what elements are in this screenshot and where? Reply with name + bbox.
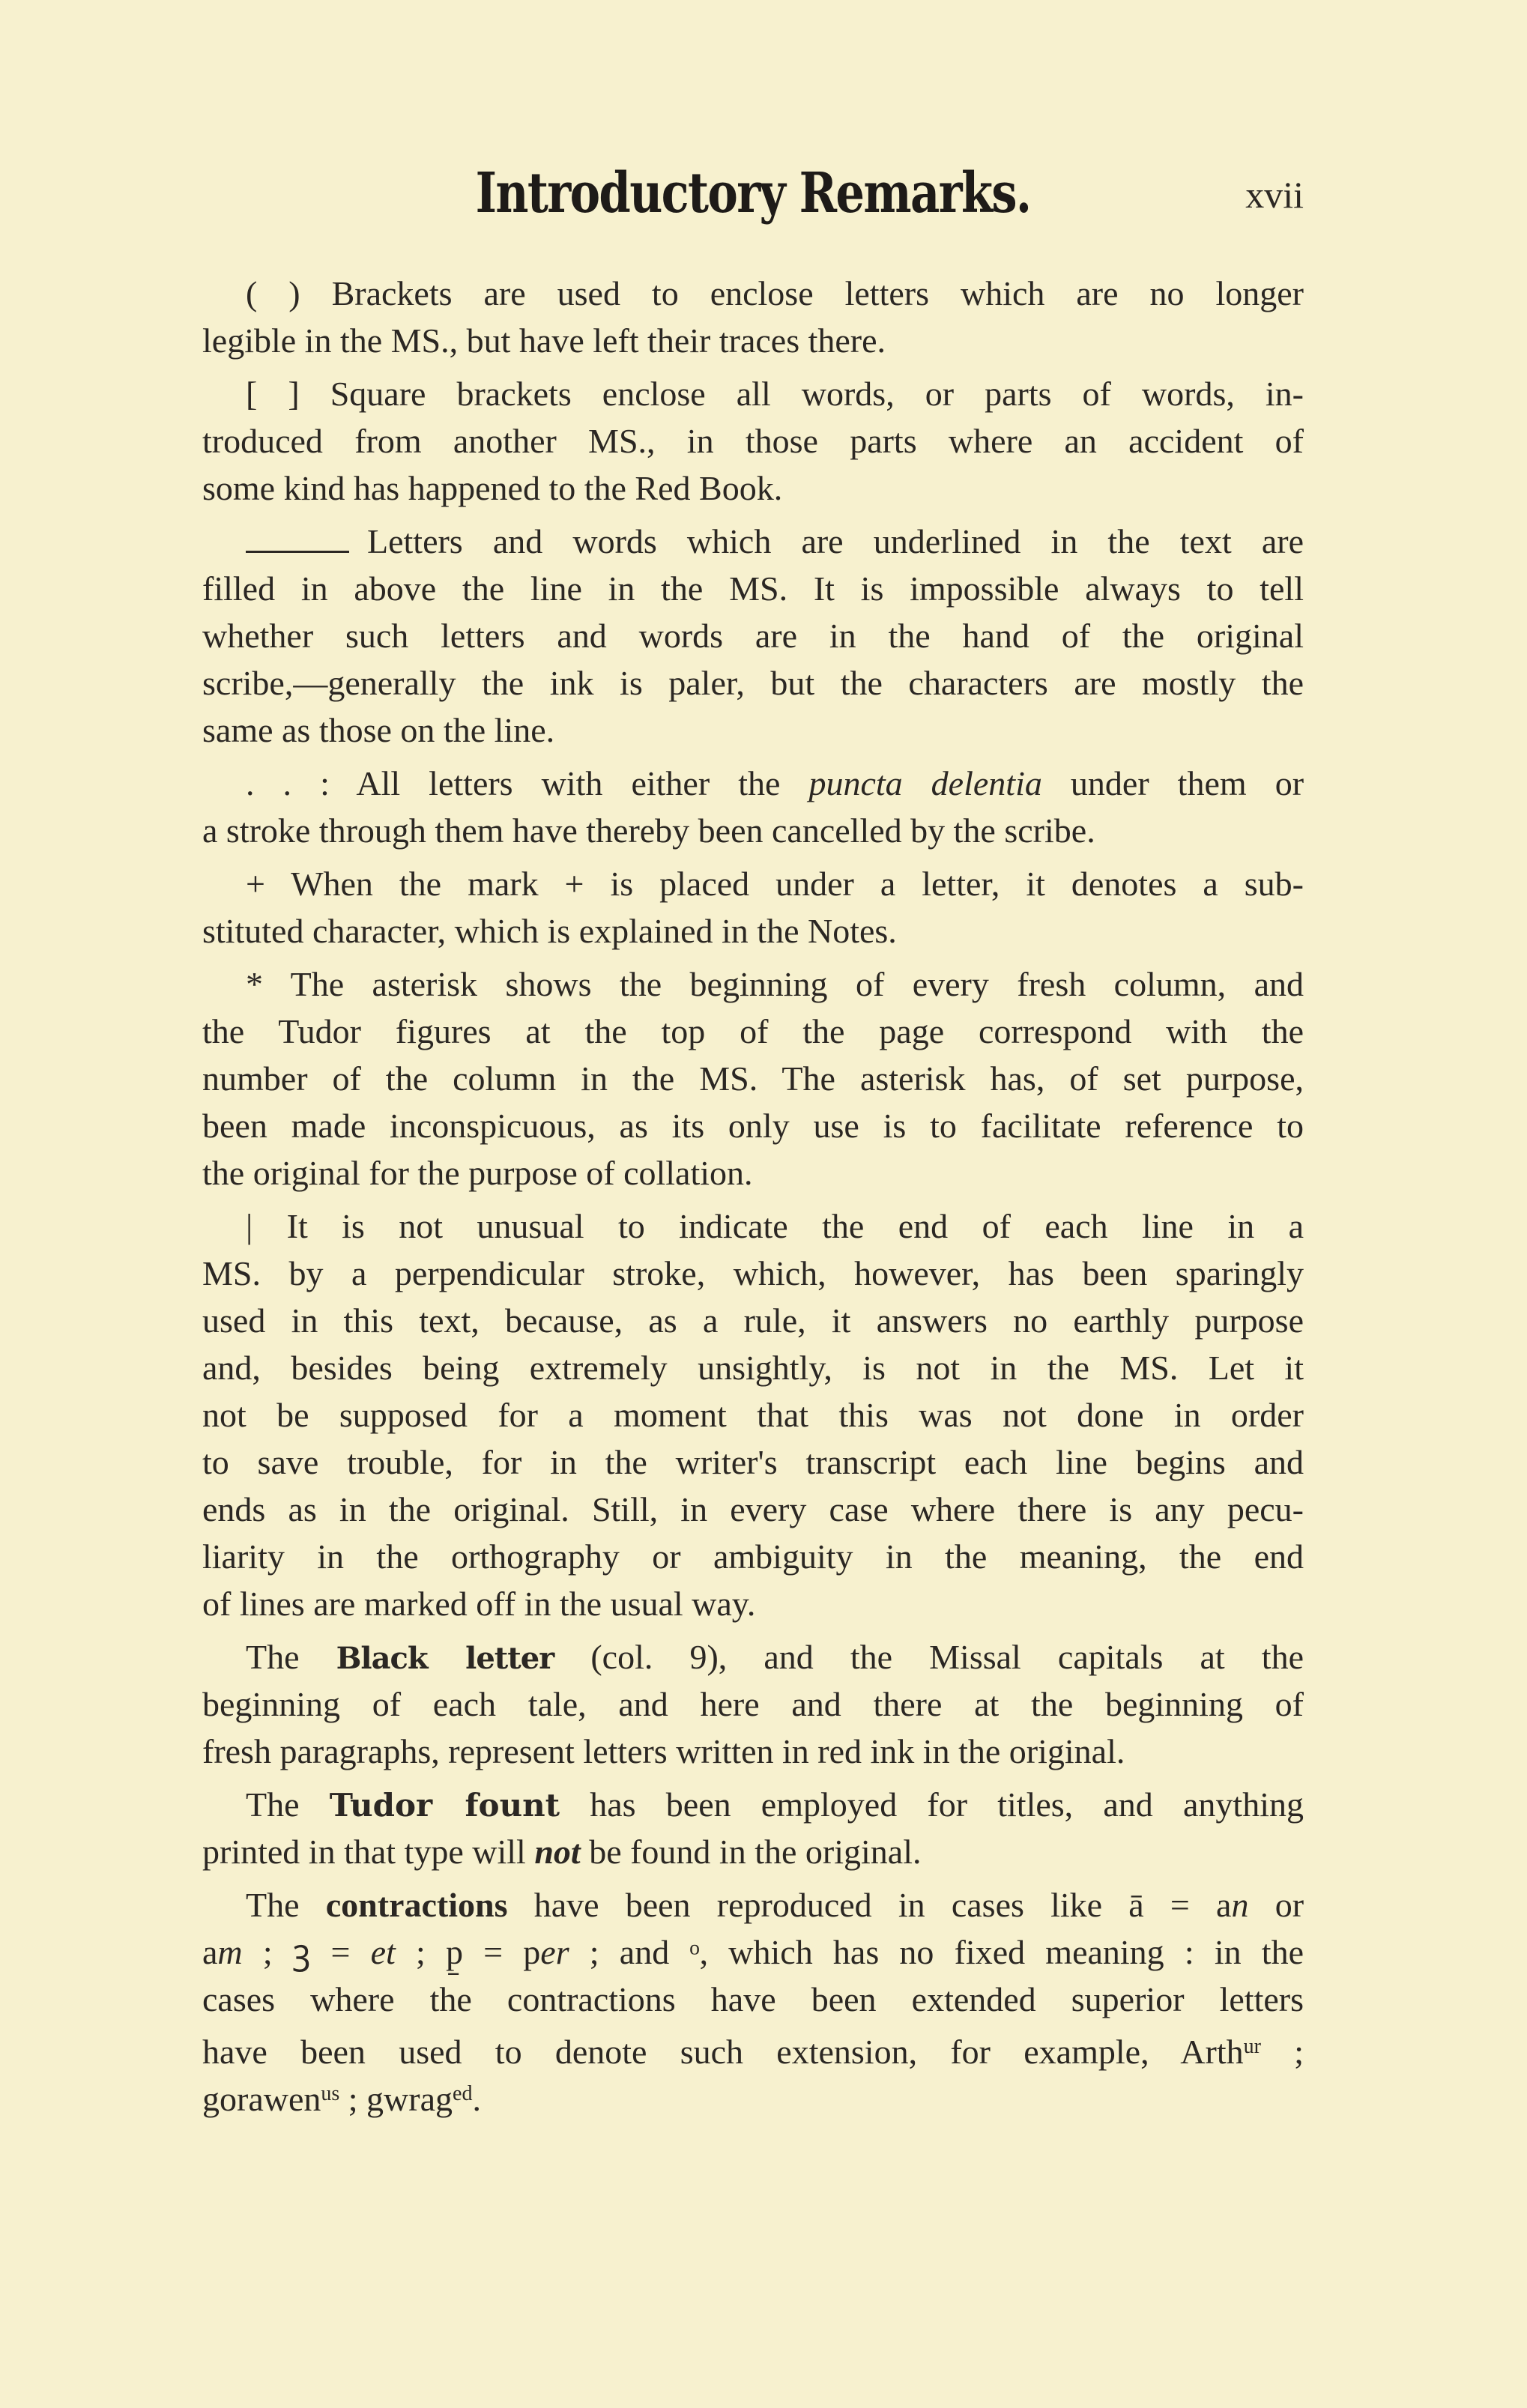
text-segment: us	[321, 2082, 340, 2105]
text-line	[202, 317, 1304, 364]
text-segment: number of the column in the MS. The asterisk has, of set purpose,	[202, 1059, 1304, 1098]
paragraph	[202, 961, 1304, 1197]
text-segment: ;	[1260, 2033, 1304, 2071]
text-line	[202, 1633, 1304, 1681]
text-segment: troduced from another MS., in those parts where an accident of	[202, 422, 1304, 460]
text-segment: The	[246, 1638, 336, 1676]
text-segment: ; p̱ = p	[395, 1933, 541, 1971]
text-segment: to save trouble, for in the writer's transcript each line begins and	[202, 1443, 1304, 1481]
text-line	[202, 518, 1304, 565]
paragraph	[202, 1881, 1304, 2117]
paragraph	[202, 270, 1304, 364]
text-line	[202, 760, 1304, 807]
text-segment: scribe,—generally the ink is paler, but the characters are mostly the	[202, 664, 1304, 702]
text-line	[202, 1928, 1304, 1976]
paragraph	[202, 1203, 1304, 1627]
text-line	[202, 1533, 1304, 1580]
text-line	[202, 1297, 1304, 1344]
text-line	[202, 1828, 1304, 1875]
text-segment: beginning of each tale, and here and there at the beginning of	[202, 1685, 1304, 1723]
text-segment: .	[472, 2080, 481, 2118]
paragraph	[202, 1781, 1304, 1875]
text-line	[202, 1008, 1304, 1055]
text-line	[202, 417, 1304, 465]
text-segment: fresh paragraphs, represent letters written in red ink in the original.	[202, 1732, 1125, 1770]
text-line	[202, 1681, 1304, 1728]
text-segment: of lines are marked off in the usual way.	[202, 1585, 756, 1623]
text-segment: ed	[453, 2082, 473, 2105]
text-line	[202, 1055, 1304, 1102]
text-segment: a stroke through them have thereby been cancelled by the scribe.	[202, 811, 1095, 850]
text-segment: under them or	[1041, 764, 1304, 802]
text-segment: liarity in the orthography or ambiguity in the meaning, the end	[202, 1537, 1304, 1576]
text-segment: cases where the contractions have been extended superior letters	[202, 1980, 1304, 2018]
text-segment: The	[246, 1886, 326, 1924]
text-line	[202, 465, 1304, 512]
text-line	[202, 860, 1304, 907]
text-segment: be found in the original.	[580, 1833, 922, 1871]
text-segment: some kind has happened to the Red Book.	[202, 469, 783, 507]
text-segment: used in this text, because, as a rule, it answers no earthly purpose	[202, 1301, 1304, 1340]
text-line	[202, 370, 1304, 417]
text-segment: ; and ᵒ, which has no fixed meaning : in the	[569, 1933, 1304, 1971]
text-segment: puncta delentia	[808, 764, 1042, 802]
text-segment: ( ) Brackets are used to enclose letters which are no longer	[246, 274, 1304, 312]
text-line	[202, 2070, 1304, 2117]
text-line	[202, 1250, 1304, 1297]
text-line	[202, 2023, 1304, 2070]
text-segment: ends as in the original. Still, in every case where there is any pecu-	[202, 1490, 1304, 1528]
text-segment: Letters and words which are underlined in the text are	[367, 522, 1304, 560]
text-segment: legible in the MS., but have left their traces there.	[202, 321, 886, 360]
text-segment: MS. by a perpendicular stroke, which, however, has been sparingly	[202, 1254, 1304, 1292]
text-line	[202, 1486, 1304, 1533]
text-segment: have been used to denote such extension, for example, Arth	[202, 2033, 1244, 2071]
text-line	[202, 1728, 1304, 1775]
text-segment: m	[217, 1933, 243, 1971]
text-line	[202, 565, 1304, 612]
text-segment: the original for the purpose of collation.	[202, 1154, 753, 1192]
text-segment: [ ] Square brackets enclose all words, or parts of words, in-	[246, 375, 1304, 413]
text-segment: er	[540, 1933, 569, 1971]
text-segment: * The asterisk shows the beginning of every fresh column, and	[246, 965, 1304, 1003]
text-segment: not	[534, 1833, 581, 1871]
text-line	[202, 707, 1304, 754]
text-line	[202, 1344, 1304, 1391]
text-segment: whether such letters and words are in the hand of the original	[202, 617, 1304, 655]
text-line	[202, 1976, 1304, 2023]
text-line	[202, 270, 1304, 317]
text-segment: have been reproduced in cases like ā = a	[507, 1886, 1232, 1924]
text-segment: . . : All letters with either the	[246, 764, 809, 802]
text-segment: stituted character, which is explained in the Notes.	[202, 912, 897, 950]
text-line	[202, 659, 1304, 707]
text-line	[202, 1781, 1304, 1828]
text-segment: ; gwrag	[339, 2080, 453, 2118]
text-segment: Tudor fount	[329, 1787, 560, 1824]
text-segment: Black letter	[336, 1641, 554, 1676]
text-segment: et	[370, 1933, 396, 1971]
text-line	[202, 1149, 1304, 1197]
text-line	[202, 1102, 1304, 1149]
text-segment: gorawen	[202, 2080, 321, 2118]
text-segment: contractions	[325, 1886, 508, 1924]
underline-sample	[246, 528, 349, 553]
page-number: xvii	[1245, 174, 1304, 216]
text-segment: a	[202, 1933, 218, 1971]
text-line	[202, 1391, 1304, 1439]
page-body	[202, 270, 1304, 2123]
paragraph	[202, 760, 1304, 854]
text-segment: not be supposed for a moment that this was not done in order	[202, 1396, 1304, 1434]
text-segment: filled in above the line in the MS. It is impossible always to tell	[202, 569, 1304, 608]
text-segment: (col. 9), and the Missal capitals at the	[554, 1638, 1304, 1676]
text-segment: n	[1231, 1886, 1249, 1924]
paragraph	[202, 860, 1304, 955]
text-line	[202, 907, 1304, 955]
text-segment: the Tudor figures at the top of the page correspond with the	[202, 1012, 1304, 1050]
text-segment: ; ꝫ =	[242, 1933, 371, 1971]
text-line	[202, 1580, 1304, 1627]
text-segment: been made inconspicuous, as its only use is to facilitate reference to	[202, 1107, 1304, 1145]
running-header	[202, 161, 1304, 236]
text-segment: + When the mark + is placed under a letter, it denotes a sub-	[246, 865, 1304, 903]
paragraph	[202, 1633, 1304, 1775]
paragraph	[202, 518, 1304, 754]
text-segment: ur	[1243, 2035, 1261, 2058]
text-segment: or	[1248, 1886, 1304, 1924]
text-line	[202, 961, 1304, 1008]
text-segment: printed in that type will	[202, 1833, 535, 1871]
text-line	[202, 612, 1304, 659]
text-segment: | It is not unusual to indicate the end of each line in a	[246, 1207, 1304, 1245]
text-line	[202, 1439, 1304, 1486]
text-segment: same as those on the line.	[202, 711, 555, 749]
page-title: Introductory Remarks.	[475, 161, 1031, 226]
text-line	[202, 807, 1304, 854]
paragraph	[202, 370, 1304, 512]
text-line	[202, 1881, 1304, 1928]
text-line	[202, 1203, 1304, 1250]
text-segment: and, besides being extremely unsightly, is not in the MS. Let it	[202, 1349, 1304, 1387]
text-segment: has been employed for titles, and anything	[560, 1785, 1304, 1824]
text-segment: The	[246, 1785, 330, 1824]
